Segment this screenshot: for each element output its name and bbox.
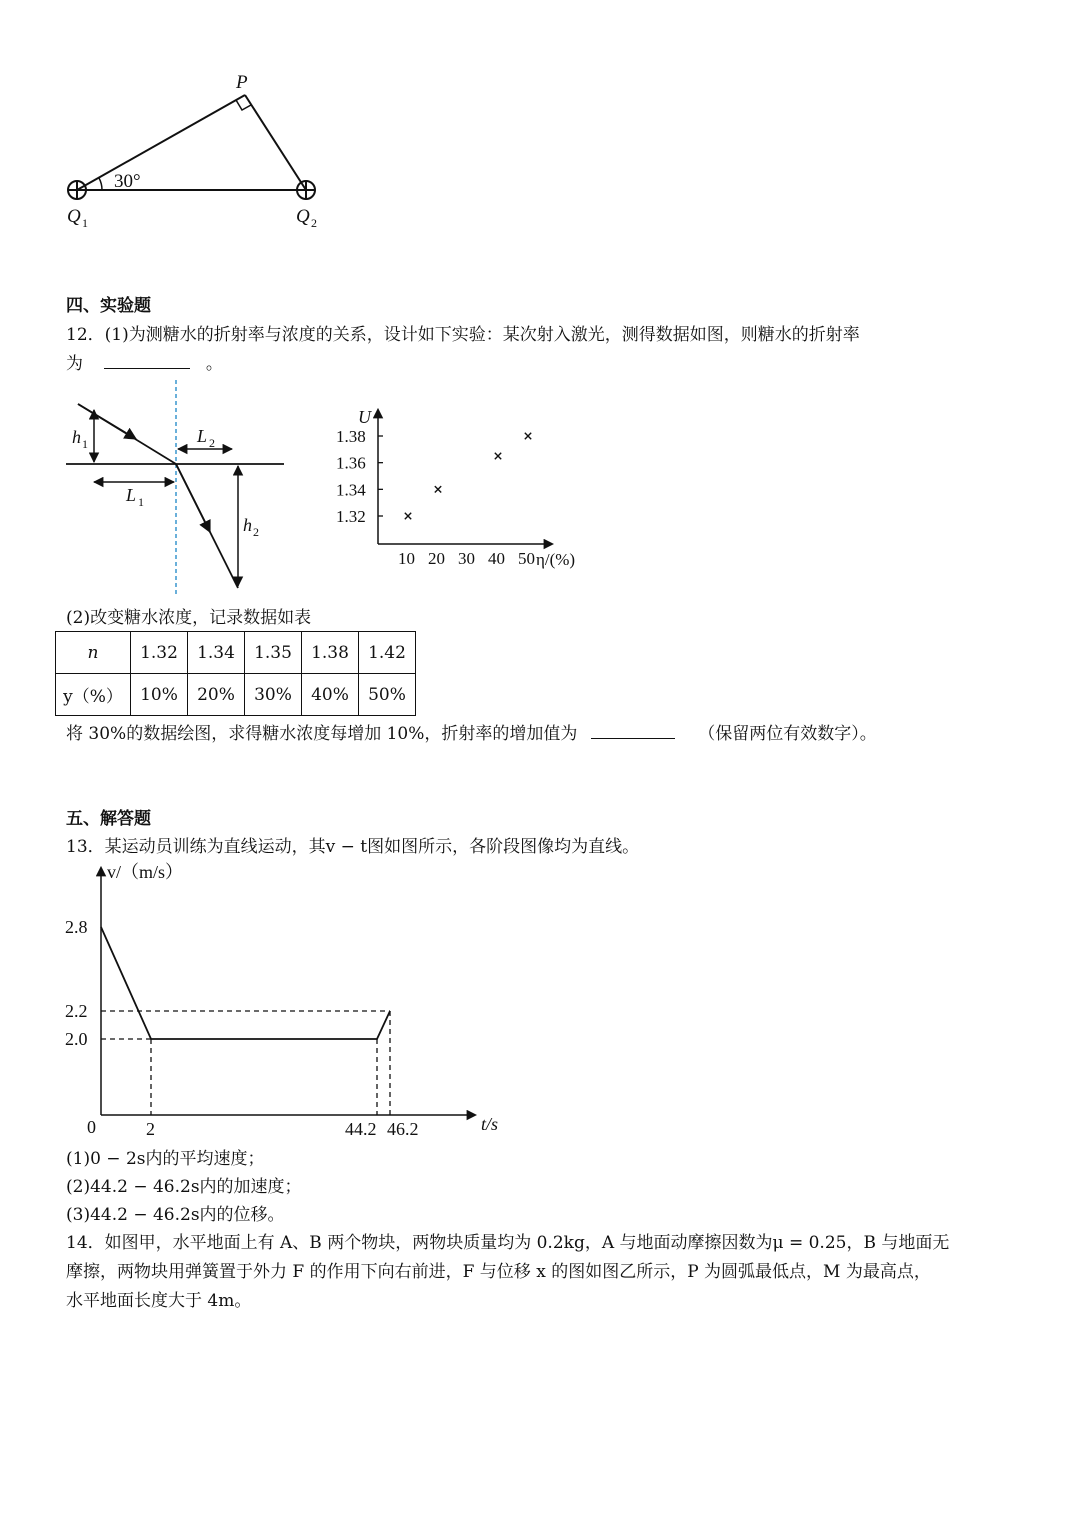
scatter-point bbox=[405, 513, 411, 519]
scatter-x-tick-label: 30 bbox=[458, 549, 475, 568]
table-cell: 50% bbox=[359, 674, 416, 716]
scatter-y-tick-label: 1.38 bbox=[336, 427, 366, 447]
q14-line3: 水平地面长度大于 4m。 bbox=[66, 1291, 252, 1311]
label-h2-sub: 2 bbox=[253, 525, 259, 539]
scatter-point bbox=[435, 486, 441, 492]
q13-text: 13．某运动员训练为直线运动，其v − t图如图所示，各阶段图像均为直线。 bbox=[66, 837, 640, 857]
vt-chart bbox=[55, 858, 525, 1148]
q12-suffix: 。 bbox=[205, 354, 223, 374]
vt-y-tick-label: 2.0 bbox=[65, 1029, 88, 1049]
q12-part2-prefix: 将 30%的数据绘图，求得糖水浓度每增加 10%，折射率的增加值为 bbox=[66, 724, 578, 744]
table-cell: 40% bbox=[302, 674, 359, 716]
vt-y-label: v/（m/s） bbox=[107, 862, 184, 882]
side-p-q2 bbox=[245, 95, 306, 190]
scatter-chart bbox=[320, 398, 600, 578]
scatter-y-tick-label: 1.32 bbox=[336, 507, 366, 526]
q12-prefix: 为 bbox=[66, 354, 83, 374]
table-cell: 10% bbox=[131, 674, 188, 716]
side-q1-p bbox=[77, 95, 245, 190]
q12-part2: (2)改变糖水浓度，记录数据如表 bbox=[66, 608, 312, 628]
vt-y-tick-label: 2.2 bbox=[65, 1001, 88, 1021]
table-cell: 1.32 bbox=[131, 632, 188, 674]
q13-sub2: (2)44.2 − 46.2s内的加速度； bbox=[66, 1177, 302, 1197]
answer-blank-1[interactable] bbox=[104, 350, 190, 369]
vt-x-tick-label: 2 bbox=[146, 1119, 155, 1139]
label-l2: L bbox=[197, 426, 208, 446]
label-l1: L bbox=[126, 485, 137, 505]
table-cell: 1.42 bbox=[359, 632, 416, 674]
table-row bbox=[56, 632, 416, 674]
label-h2: h bbox=[243, 515, 252, 535]
q12-part1-line1: 12．(1)为测糖水的折射率与浓度的关系，设计如下实验：某次射入激光，测得数据如图，则糖水的折射率 bbox=[66, 325, 860, 345]
label-q1-sub: 1 bbox=[82, 216, 88, 230]
answer-blank-2[interactable] bbox=[591, 720, 675, 739]
scatter-x-tick-label: 40 bbox=[488, 549, 505, 568]
label-h1: h bbox=[72, 427, 81, 447]
q13-sub1: (1)0 − 2s内的平均速度； bbox=[66, 1149, 265, 1169]
q14-line2: 摩擦，两物块用弹簧置于外力 F 的作用下向右前进，F 与位移 x 的图如图乙所示，P 为圆弧最低点，M 为最高点， bbox=[66, 1262, 931, 1282]
q12-part2-suffix: （保留两位有效数字）。 bbox=[698, 724, 877, 744]
angle-arc bbox=[99, 178, 102, 190]
q14-line1: 14．如图甲，水平地面上有 A、B 两个物块，两物块质量均为 0.2kg，A 与地面动摩擦因数为μ = 0.25，B 与地面无 bbox=[66, 1233, 950, 1253]
section-4-title: 四、实验题 bbox=[66, 296, 151, 316]
scatter-x-tick-label: 50 bbox=[518, 549, 535, 568]
label-p: P bbox=[236, 72, 248, 93]
scatter-point bbox=[495, 453, 501, 459]
vt-origin-label: 0 bbox=[87, 1117, 96, 1137]
table-header-y: y（%） bbox=[56, 674, 131, 716]
scatter-y-label: U bbox=[358, 407, 371, 427]
scatter-x-tick-label: 20 bbox=[428, 549, 445, 568]
scatter-y-tick-label: 1.34 bbox=[336, 480, 366, 500]
vt-x-tick-label: 44.2 bbox=[345, 1119, 377, 1139]
vt-y-tick-label: 2.8 bbox=[65, 917, 88, 937]
vt-x-tick-label: 46.2 bbox=[387, 1119, 419, 1139]
label-q2: Q bbox=[296, 206, 310, 227]
label-q2-sub: 2 bbox=[311, 216, 317, 230]
q12-part1-line2 bbox=[66, 350, 223, 377]
section-5-title: 五、解答题 bbox=[66, 809, 151, 829]
scatter-point bbox=[525, 433, 531, 439]
table-cell: 1.38 bbox=[302, 632, 359, 674]
triangle-figure bbox=[0, 0, 360, 240]
data-table bbox=[55, 631, 416, 716]
scatter-y-tick-label: 1.36 bbox=[336, 453, 366, 473]
scatter-x-label: η/(%) bbox=[536, 550, 576, 569]
label-h1-sub: 1 bbox=[82, 437, 88, 451]
vt-series-line bbox=[101, 927, 390, 1039]
q12-part2-question bbox=[66, 720, 877, 747]
table-header-n: n bbox=[56, 632, 131, 674]
scatter-x-tick-label: 10 bbox=[398, 549, 415, 568]
label-l1-sub: 1 bbox=[138, 495, 144, 509]
table-cell: 1.34 bbox=[188, 632, 245, 674]
table-cell: 20% bbox=[188, 674, 245, 716]
label-q1: Q bbox=[67, 206, 81, 227]
label-l2-sub: 2 bbox=[209, 436, 215, 450]
table-cell: 30% bbox=[245, 674, 302, 716]
refraction-diagram bbox=[60, 380, 300, 600]
q13-sub3: (3)44.2 − 46.2s内的位移。 bbox=[66, 1205, 285, 1225]
table-cell: 1.35 bbox=[245, 632, 302, 674]
label-angle: 30° bbox=[114, 171, 141, 192]
vt-x-label: t/s bbox=[481, 1114, 499, 1134]
table-row bbox=[56, 674, 416, 716]
